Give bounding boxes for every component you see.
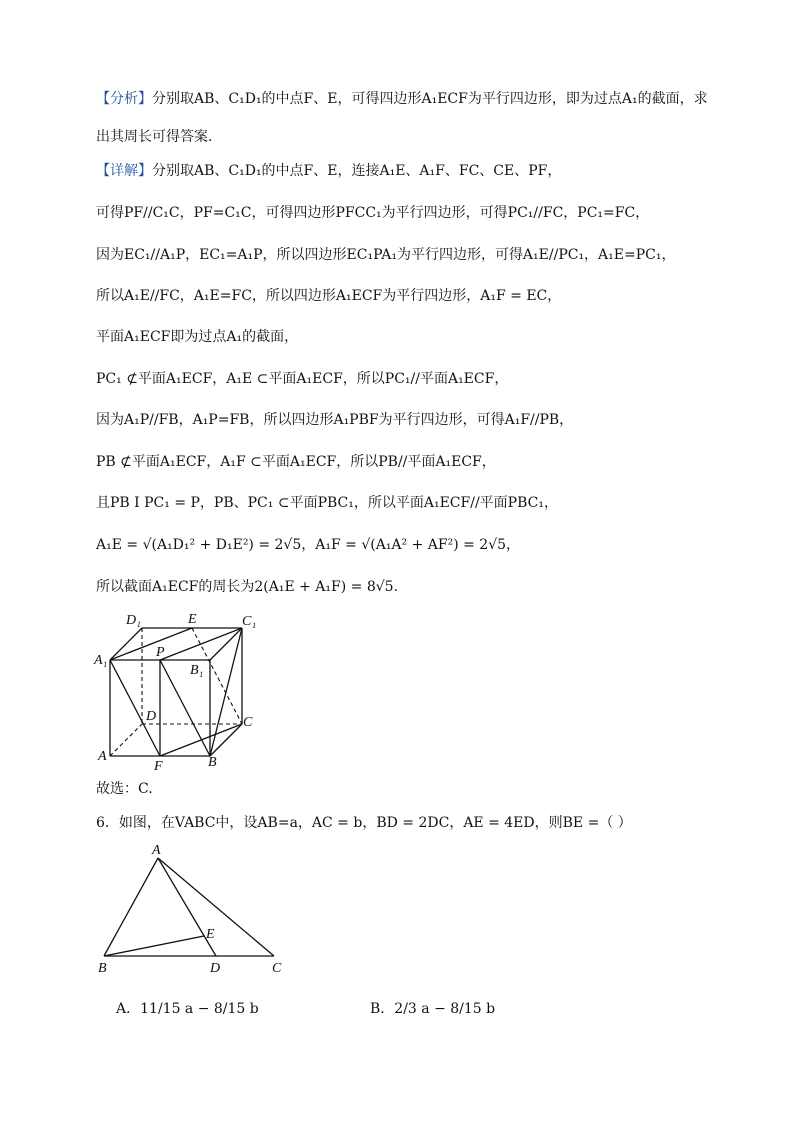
edge-b1-c1 bbox=[210, 628, 242, 660]
edge-b-c bbox=[210, 724, 242, 756]
analysis-text-1: 分别取AB、C₁D₁的中点F、E，可得四边形A₁ECF为平行四边形，即为过点A₁的截面，求 bbox=[152, 91, 708, 107]
label-f: F bbox=[154, 759, 163, 773]
segment-a1-f bbox=[110, 660, 160, 756]
tri-label-d: D bbox=[210, 961, 221, 976]
hidden-edge-a-d bbox=[110, 724, 142, 756]
detail-line-10: A₁E = √(A₁D₁² + D₁E²) = 2√5，A₁F = √(A₁A² + AF²) = 2√5， bbox=[96, 537, 521, 553]
label-a1: A₁ bbox=[94, 653, 108, 668]
label-c1: C₁ bbox=[242, 614, 257, 629]
choice-b[interactable] bbox=[370, 998, 495, 1018]
detail-tag: 【详解】 bbox=[96, 163, 152, 179]
tri-label-c: C bbox=[272, 961, 282, 976]
triangle-figure bbox=[92, 838, 292, 978]
label-d: D bbox=[146, 709, 157, 724]
detail-line-3: 因为EC₁//A₁P，EC₁=A₁P，所以四边形EC₁PA₁为平行四边形，可得A₁E//PC₁，A₁E=PC₁， bbox=[96, 247, 676, 263]
label-e: E bbox=[188, 612, 197, 627]
label-b: B bbox=[208, 755, 217, 770]
choice-b-expr: 2/3 a − 8/15 b bbox=[394, 1001, 496, 1017]
analysis-line-1 bbox=[96, 90, 708, 108]
side-ab bbox=[104, 858, 158, 956]
detail-line-9: 且PB I PC₁ = P，PB、PC₁ ⊂平面PBC₁，所以平面A₁ECF//平面PBC₁， bbox=[96, 495, 558, 511]
analysis-tag: 【分析】 bbox=[96, 91, 152, 107]
choice-b-label: B． bbox=[370, 1001, 395, 1017]
label-b1: B₁ bbox=[190, 663, 204, 678]
label-a: A bbox=[98, 749, 107, 764]
segment-b-c1 bbox=[210, 628, 242, 756]
choice-a[interactable] bbox=[116, 998, 259, 1018]
detail-line-6: PC₁ ⊄平面A₁ECF，A₁E ⊂平面A₁ECF，所以PC₁//平面A₁ECF， bbox=[96, 371, 509, 387]
detail-line-8: PB ⊄平面A₁ECF，A₁F ⊂平面A₁ECF，所以PB//平面A₁ECF， bbox=[96, 454, 496, 470]
detail-line-11: 所以截面A₁ECF的周长为2(A₁E + A₁F) = 8√5. bbox=[96, 579, 399, 595]
label-c: C bbox=[243, 715, 253, 730]
choice-a-expr: 11/15 a − 8/15 b bbox=[140, 1001, 259, 1017]
detail-line-4: 所以A₁E//FC，A₁E=FC，所以四边形A₁ECF为平行四边形，A₁F = EC， bbox=[96, 288, 562, 304]
label-p: P bbox=[156, 645, 165, 660]
detail-line-2: 可得PF//C₁C，PF=C₁C，可得四边形PFCC₁为平行四边形，可得PC₁//FC，PC₁=FC， bbox=[96, 205, 650, 221]
answer-line: 故选：C. bbox=[96, 781, 153, 797]
segment-a1-e bbox=[110, 628, 192, 660]
detail-text-1: 分别取AB、C₁D₁的中点F、E，连接A₁E、A₁F、FC、CE、PF， bbox=[152, 163, 562, 179]
tri-label-b: B bbox=[98, 961, 107, 976]
tri-label-a: A bbox=[152, 843, 161, 858]
detail-line-7: 因为A₁P//FB，A₁P=FB，所以四边形A₁PBF为平行四边形，可得A₁F//PB， bbox=[96, 412, 574, 428]
choice-a-label: A． bbox=[116, 1001, 141, 1017]
edge-a1-d1 bbox=[110, 628, 142, 660]
segment-p-c1 bbox=[160, 628, 242, 660]
cube-figure bbox=[92, 608, 272, 773]
detail-line-5: 平面A₁ECF即为过点A₁的截面， bbox=[96, 329, 299, 345]
tri-label-e: E bbox=[206, 927, 215, 942]
detail-line-1 bbox=[96, 162, 561, 180]
segment-f-c bbox=[160, 724, 242, 756]
segment-be bbox=[104, 936, 204, 956]
question-6: 6．如图，在VABC中，设AB=a，AC = b，BD = 2DC，AE = 4ED，则BE =（ ） bbox=[96, 815, 632, 831]
label-d1: D₁ bbox=[126, 613, 141, 628]
analysis-line-2: 出其周长可得答案. bbox=[96, 129, 213, 145]
